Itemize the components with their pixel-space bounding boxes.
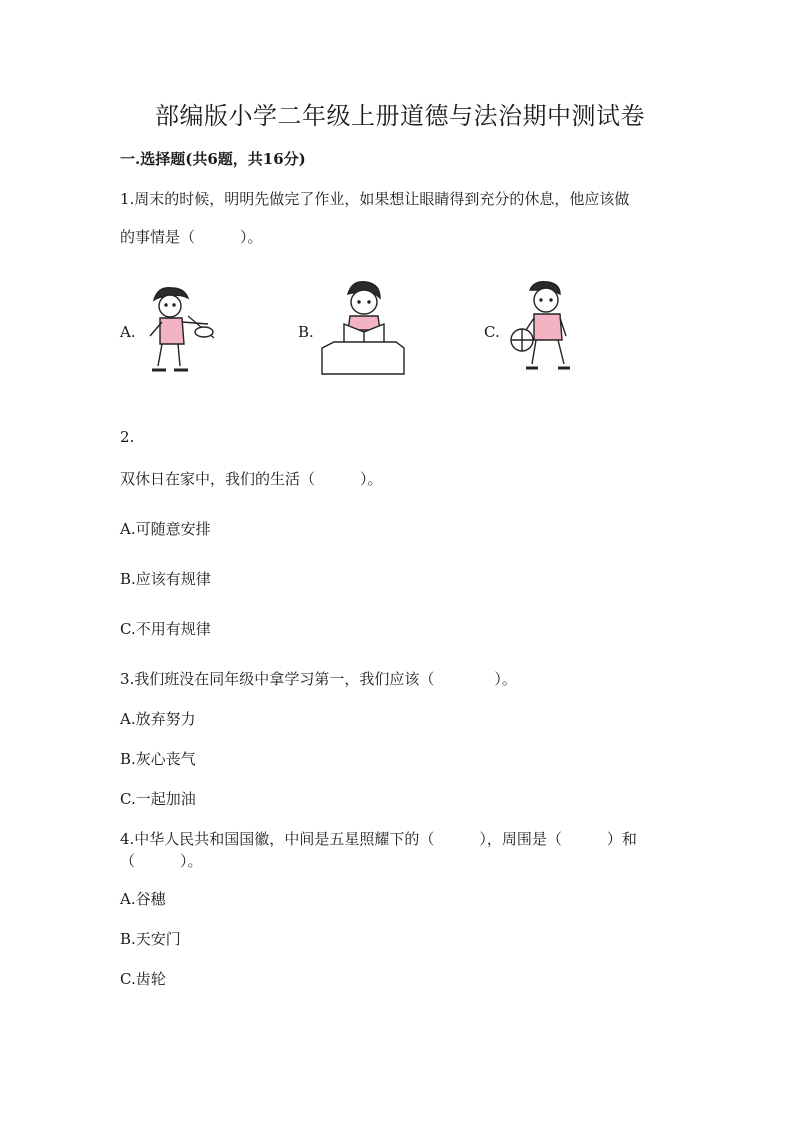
question-2-option-a: A.可随意安排: [120, 520, 211, 538]
question-4-stem-line1: 4.中华人民共和国国徽，中间是五星照耀下的（ ），周围是（ ）和: [120, 830, 637, 848]
question-1-stem-line2: 的事情是（ ）。: [120, 228, 263, 246]
question-4-option-b: B.天安门: [120, 930, 181, 948]
question-4-stem-line2: （ ）。: [120, 852, 203, 870]
question-2-number: 2.: [120, 428, 135, 446]
question-4-option-a: A.谷穗: [120, 890, 166, 908]
boy-reading-book-image: [320, 280, 406, 380]
question-1-option-a: A.: [120, 323, 136, 341]
question-3-option-b: B.灰心丧气: [120, 750, 196, 768]
question-3-stem: 3.我们班没在同年级中拿学习第一，我们应该（ ）。: [120, 670, 517, 688]
question-3-option-c: C.一起加油: [120, 790, 196, 808]
question-1-option-b: B.: [298, 323, 314, 341]
question-3-option-a: A.放弃努力: [120, 710, 196, 728]
boy-playing-violin-image: [138, 282, 224, 384]
question-1-option-c: C.: [484, 323, 500, 341]
page-title: 部编版小学二年级上册道德与法治期中测试卷: [155, 102, 645, 130]
question-1-stem-line1: 1.周末的时候，明明先做完了作业，如果想让眼睛得到充分的休息，他应该做: [120, 190, 630, 208]
section-heading: 一.选择题(共6题，共16分): [120, 150, 306, 168]
boy-playing-basketball-image: [504, 280, 580, 384]
question-2-option-b: B.应该有规律: [120, 570, 211, 588]
question-2-stem: 双休日在家中，我们的生活（ ）。: [120, 470, 383, 488]
question-2-option-c: C.不用有规律: [120, 620, 211, 638]
question-4-option-c: C.齿轮: [120, 970, 166, 988]
